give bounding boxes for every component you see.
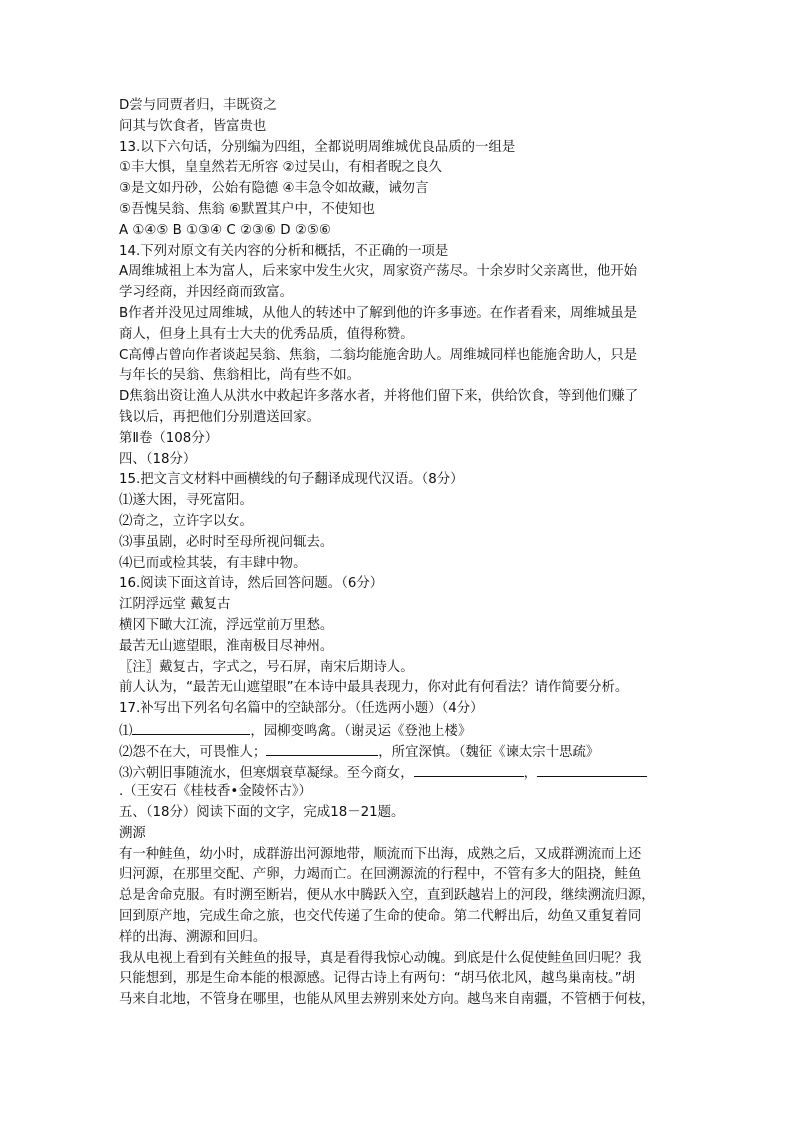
text-line: C高傅占曾向作者谈起吴翁、焦翁，二翁均能施舍助人。周维城同样也能施舍助人，只是 (119, 347, 638, 363)
text-line: D尝与同贾者归，丰既资之 (119, 98, 277, 113)
line-text: ， (523, 765, 537, 781)
text-line: 五、（18分）阅读下面的文字，完成18－21题。 (119, 805, 405, 821)
text-line: D焦翁出资让渔人从洪水中救起许多落水者，并将他们留下来，供给饮食，等到他们赚了 (119, 389, 639, 405)
text-line: 13.以下六句话，分别编为四组，全都说明周维城优良品质的一组是 (119, 139, 516, 155)
text-line: 问其与饮食者，皆富贵也 (119, 118, 267, 134)
text-line: 溯源 (119, 825, 146, 841)
text-line: 第Ⅱ卷（108分） (119, 430, 219, 446)
text-line: 商人，但身上具有士大夫的优秀品质，值得称赞。 (119, 326, 414, 342)
text-line: 有一种鲑鱼，幼小时，成群游出河源地带，顺流而下出海，成熟之后，又成群溯流而上还 (119, 846, 642, 862)
text-line: 最苦无山遮望眼，淮南极目尽神州。 (119, 638, 334, 654)
line-text: ⑵怨不在大，可畏惟人； (119, 744, 267, 760)
text-block-questions (119, 96, 679, 720)
text-line: ⑷已而或检其装，有丰肆中物。 (119, 555, 307, 571)
q17-source-line: .（王安石《桂枝香•金陵怀古》） (119, 784, 312, 800)
document-page (119, 96, 679, 1011)
fill-blank[interactable] (414, 762, 524, 777)
text-line: 16.阅读下面这首诗，然后回答问题。（6分） (119, 576, 384, 592)
q17-blank-line-3 (119, 762, 679, 783)
text-line: 与年长的吴翁、焦翁相比，尚有些不如。 (119, 368, 361, 384)
text-line: 学习经商，并因经商而致富。 (119, 285, 294, 301)
text-line: 归河源，在那里交配、产卵，力竭而亡。在回溯源流的行程中，不管有多大的阻挠，鲑鱼 (119, 867, 642, 883)
text-line: 横冈下瞰大江流，浮远堂前万里愁。 (119, 617, 334, 633)
text-line: ③是文如丹砂，公始有隐德 ④丰急令如故藏，诫勿言 (119, 181, 429, 197)
text-line: 17.补写出下列名句名篇中的空缺部分。（任选两小题）（4分） (119, 701, 484, 717)
q17-blank-line-2 (119, 741, 679, 762)
text-line: ⑴遂大困，寻死富阳。 (119, 493, 253, 509)
text-line: ①丰大惧，皇皇然若无所容 ②过吴山，有相者睨之良久 (119, 160, 442, 176)
text-line: 四、（18分） (119, 451, 197, 467)
text-line: 江阴浮远堂 戴复古 (119, 597, 231, 613)
text-line: ⑤吾愧吴翁、焦翁 ⑥默置其户中，不使知也 (119, 201, 375, 217)
text-line: 回到原产地，完成生命之旅，也交代传递了生命的使命。第二代孵出后，幼鱼又重复着同 (119, 909, 642, 925)
text-block-reading (119, 803, 679, 1011)
text-line: B作者并没见过周维城，从他人的转述中了解到他的许多事迹。在作者看来，周维城虽是 (119, 305, 638, 321)
q17-blank-line-1: ⑴ ，园柳变鸣禽。（谢灵运《登池上楼》 (119, 720, 679, 741)
text-line: 只能想到，那是生命本能的根源感。记得古诗上有两句：“胡马依北风，越鸟巢南枝。”胡 (119, 971, 636, 987)
text-line: 我从电视上看到有关鲑鱼的报导，真是看得我惊心动魄。到底是什么促使鲑鱼回归呢？我 (119, 950, 642, 966)
text-line: 样的出海、溯源和回归。 (119, 929, 267, 945)
fill-blank[interactable] (132, 720, 250, 735)
text-line: 马来自北地，不管身在哪里，也能从风里去辨别来处方向。越鸟来自南疆，不管栖于何枝， (119, 992, 655, 1008)
line-text: ⑶六朝旧事随流水，但寒烟衰草凝绿。至今商女， (119, 765, 414, 781)
text-line: 15.把文言文材料中画横线的句子翻译成现代汉语。（8分） (119, 472, 464, 488)
line-text: ，园柳变鸣禽。（谢灵运《登池上楼》 (250, 723, 472, 739)
text-line: A周维城祖上本为富人，后来家中发生火灾，周家资产荡尽。十余岁时父亲离世，他开始 (119, 264, 638, 280)
text-line: A ①④⑤ B ①③④ C ②③⑥ D ②⑤⑥ (119, 222, 331, 238)
fill-blank[interactable] (266, 741, 378, 756)
text-line: ⑶事虽剧，必时时至母所视问辄去。 (119, 534, 334, 550)
text-line: 14.下列对原文有关内容的分析和概括，不正确的一项是 (119, 243, 449, 259)
line-text: ，所宜深慎。（魏征《谏太宗十思疏》 (378, 744, 600, 760)
text-line: 前人认为，“最苦无山遮望眼”在本诗中最具表现力，你对此有何看法？请作简要分析。 (119, 680, 629, 696)
text-line: 〖注〗戴复古，字式之，号石屏，南宋后期诗人。 (119, 659, 414, 675)
fill-blank[interactable] (537, 762, 647, 777)
text-line: 钱以后，再把他们分别遣送回家。 (119, 409, 320, 425)
text-line: 总是舍命克服。有时溯至断岩，便从水中腾跃入空，直到跃越岩上的河段，继续溯流归源， (119, 888, 655, 904)
text-line: ⑵奇之，立许字以女。 (119, 513, 253, 529)
